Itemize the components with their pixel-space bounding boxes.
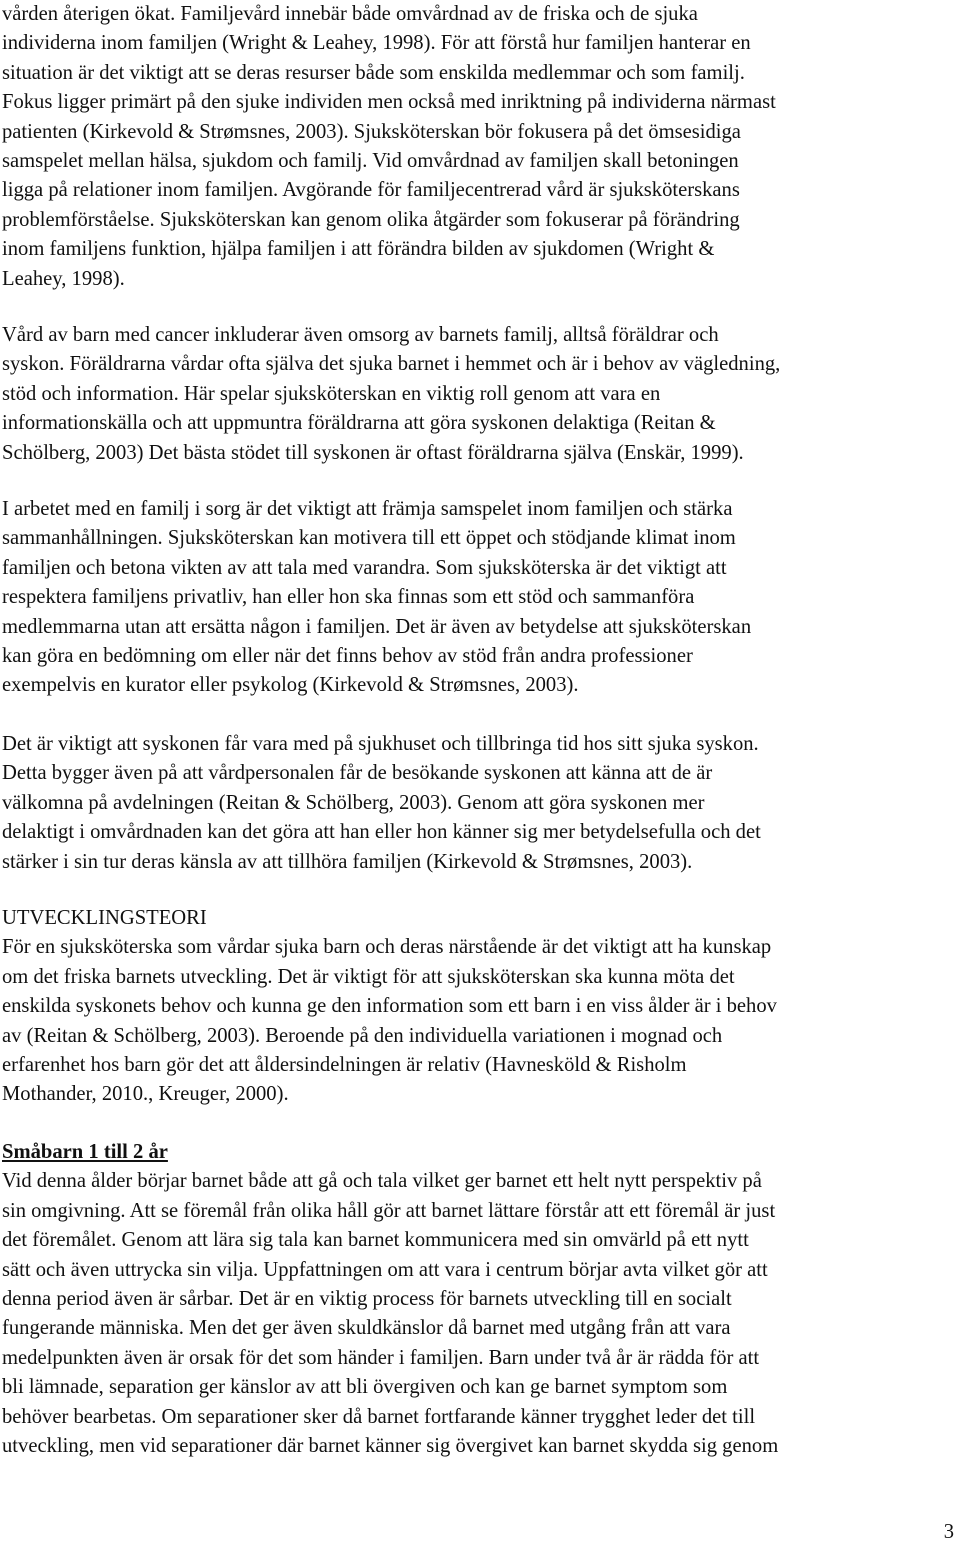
text-line: Vid denna ålder börjar barnet både att gå och tala vilket ger barnet ett helt nytt perspektiv på [2, 1170, 762, 1193]
page-number: 3 [943, 1521, 954, 1543]
text-line: sätt och även uttrycka sin vilja. Uppfattningen om att vara i centrum börjar avta vilket gör att [2, 1258, 768, 1281]
text-line: Schölberg, 2003) Det bästa stödet till syskonen är oftast föräldrarna själva (Enskär, 1999). [2, 441, 744, 464]
text-line: medelpunkten även är orsak för det som händer i familjen. Barn under två år är rädda för att [2, 1346, 760, 1369]
text-line: situation är det viktigt att se deras resurser både som enskilda medlemmar och som familj. [2, 61, 745, 84]
text-line: denna period även är sårbar. Det är en viktig process för barnets utveckling till en socialt [2, 1288, 732, 1311]
paragraph-grief [2, 495, 751, 701]
text-line: fungerande människa. Men det ger även skuldkänslor då barnet med utgång från att vara [2, 1317, 731, 1340]
text-line: samspelet mellan hälsa, sjukdom och familj. Vid omvårdnad av familjen skall betoningen [2, 150, 739, 173]
text-line: individerna inom familjen (Wright & Leahey, 1998). För att förstå hur familjen hanterar en [2, 32, 751, 55]
text-line: enskilda syskonets behov och kunna ge den information som ett barn i en viss ålder är i behov [2, 995, 777, 1018]
text-line: familjen och betona vikten av att tala med varandra. Som sjuksköterska är det viktigt att [2, 556, 727, 579]
section-smabarn [2, 1138, 778, 1461]
text-line: behöver bearbetas. Om separationer sker då barnet fortfarande känner trygghet leder det till [2, 1405, 756, 1428]
text-line: Fokus ligger primärt på den sjuke individen men också med inriktning på individerna närmast [2, 91, 776, 114]
text-line: erfarenhet hos barn gör det att åldersindelningen är relativ (Havnesköld & Risholm [2, 1054, 687, 1077]
text-line: Vård av barn med cancer inkluderar även omsorg av barnets familj, alltså föräldrar och [2, 324, 719, 346]
section-utvecklingsteori [2, 904, 777, 1110]
text-line: medlemmarna utan att ersätta någon i familjen. Det är även av betydelse att sjuksköterskan [2, 615, 752, 638]
section-body [2, 1167, 778, 1461]
text-line: informationskälla och att uppmuntra föräldrarna att göra syskonen delaktiga (Reitan & [2, 412, 716, 435]
text-line: patienten (Kirkevold & Strømsnes, 2003). Sjuksköterskan bör fokusera på det ömsesidiga [2, 120, 741, 143]
text-line: Mothander, 2010., Kreuger, 2000). [2, 1083, 289, 1106]
paragraph-family-care [2, 0, 776, 294]
text-line: det föremålet. Genom att lära sig tala kan barnet kommunicera med sin omvärld på ett nytt [2, 1229, 749, 1252]
text-line: stärker i sin tur deras känsla av att tillhöra familjen (Kirkevold & Strømsnes, 2003). [2, 850, 693, 873]
section-body [2, 933, 777, 1109]
text-line: om det friska barnets utveckling. Det är viktigt för att sjuksköterskan ska kunna möta det [2, 965, 735, 988]
text-line: stöd och information. Här spelar sjuksköterskan en viktig roll genom att vara en [2, 382, 661, 405]
text-line: vården återigen ökat. Familjevård innebär både omvårdnad av de friska och de sjuka [2, 3, 698, 25]
text-line: I arbetet med en familj i sorg är det viktigt att främja samspelet inom familjen och stärka [2, 498, 733, 520]
text-line: sammanhållningen. Sjuksköterskan kan motivera till ett öppet och stödjande klimat inom [2, 527, 736, 550]
text-line: kan göra en bedömning om eller när det finns behov av stöd från andra professioner [2, 645, 693, 668]
text-line: av (Reitan & Schölberg, 2003). Beroende på den individuella variationen i mognad och [2, 1024, 723, 1047]
text-line: utveckling, men vid separationer där barnet känner sig övergivet kan barnet skydda sig genom [2, 1435, 779, 1458]
text-line: sin omgivning. Att se föremål från olika håll gör att barnet lättare förstår att ett föremål är just [2, 1199, 776, 1222]
text-line: syskon. Föräldrarna vårdar ofta själva det sjuka barnet i hemmet och är i behov av vägledning, [2, 353, 781, 376]
text-line: Leahey, 1998). [2, 267, 125, 290]
section-subheading: Småbarn 1 till 2 år [2, 1141, 168, 1163]
text-line: Det är viktigt att syskonen får vara med på sjukhuset och tillbringa tid hos sitt sjuka syskon. [2, 733, 759, 755]
paragraph-cancer-care [2, 321, 780, 468]
text-line: bli lämnade, separation ger känslor av att bli övergiven och kan ge barnet symptom som [2, 1376, 728, 1399]
text-line: välkomna på avdelningen (Reitan & Schölberg, 2003). Genom att göra syskonen mer [2, 791, 705, 814]
text-line: respektera familjens privatliv, han eller hon ska finnas som ett stöd och sammanföra [2, 586, 695, 609]
text-line: exempelvis en kurator eller psykolog (Kirkevold & Strømsnes, 2003). [2, 674, 579, 697]
text-line: delaktigt i omvårdnaden kan det göra att han eller hon känner sig mer betydelsefulla och det [2, 821, 761, 844]
paragraph-siblings-hospital [2, 730, 761, 877]
text-line: inom familjens funktion, hjälpa familjen i att förändra bilden av sjukdomen (Wright & [2, 238, 715, 261]
text-line: Detta bygger även på att vårdpersonalen får de besökande syskonen att känna att de är [2, 762, 713, 785]
text-line: ligga på relationer inom familjen. Avgörande för familjecentrerad vård är sjuksköterskans [2, 179, 740, 202]
text-line: För en sjuksköterska som vårdar sjuka barn och deras närstående är det viktigt att ha kunskap [2, 936, 772, 959]
section-heading: UTVECKLINGSTEORI [2, 907, 207, 929]
text-line: problemförståelse. Sjuksköterskan kan genom olika åtgärder som fokuserar på förändring [2, 208, 740, 231]
